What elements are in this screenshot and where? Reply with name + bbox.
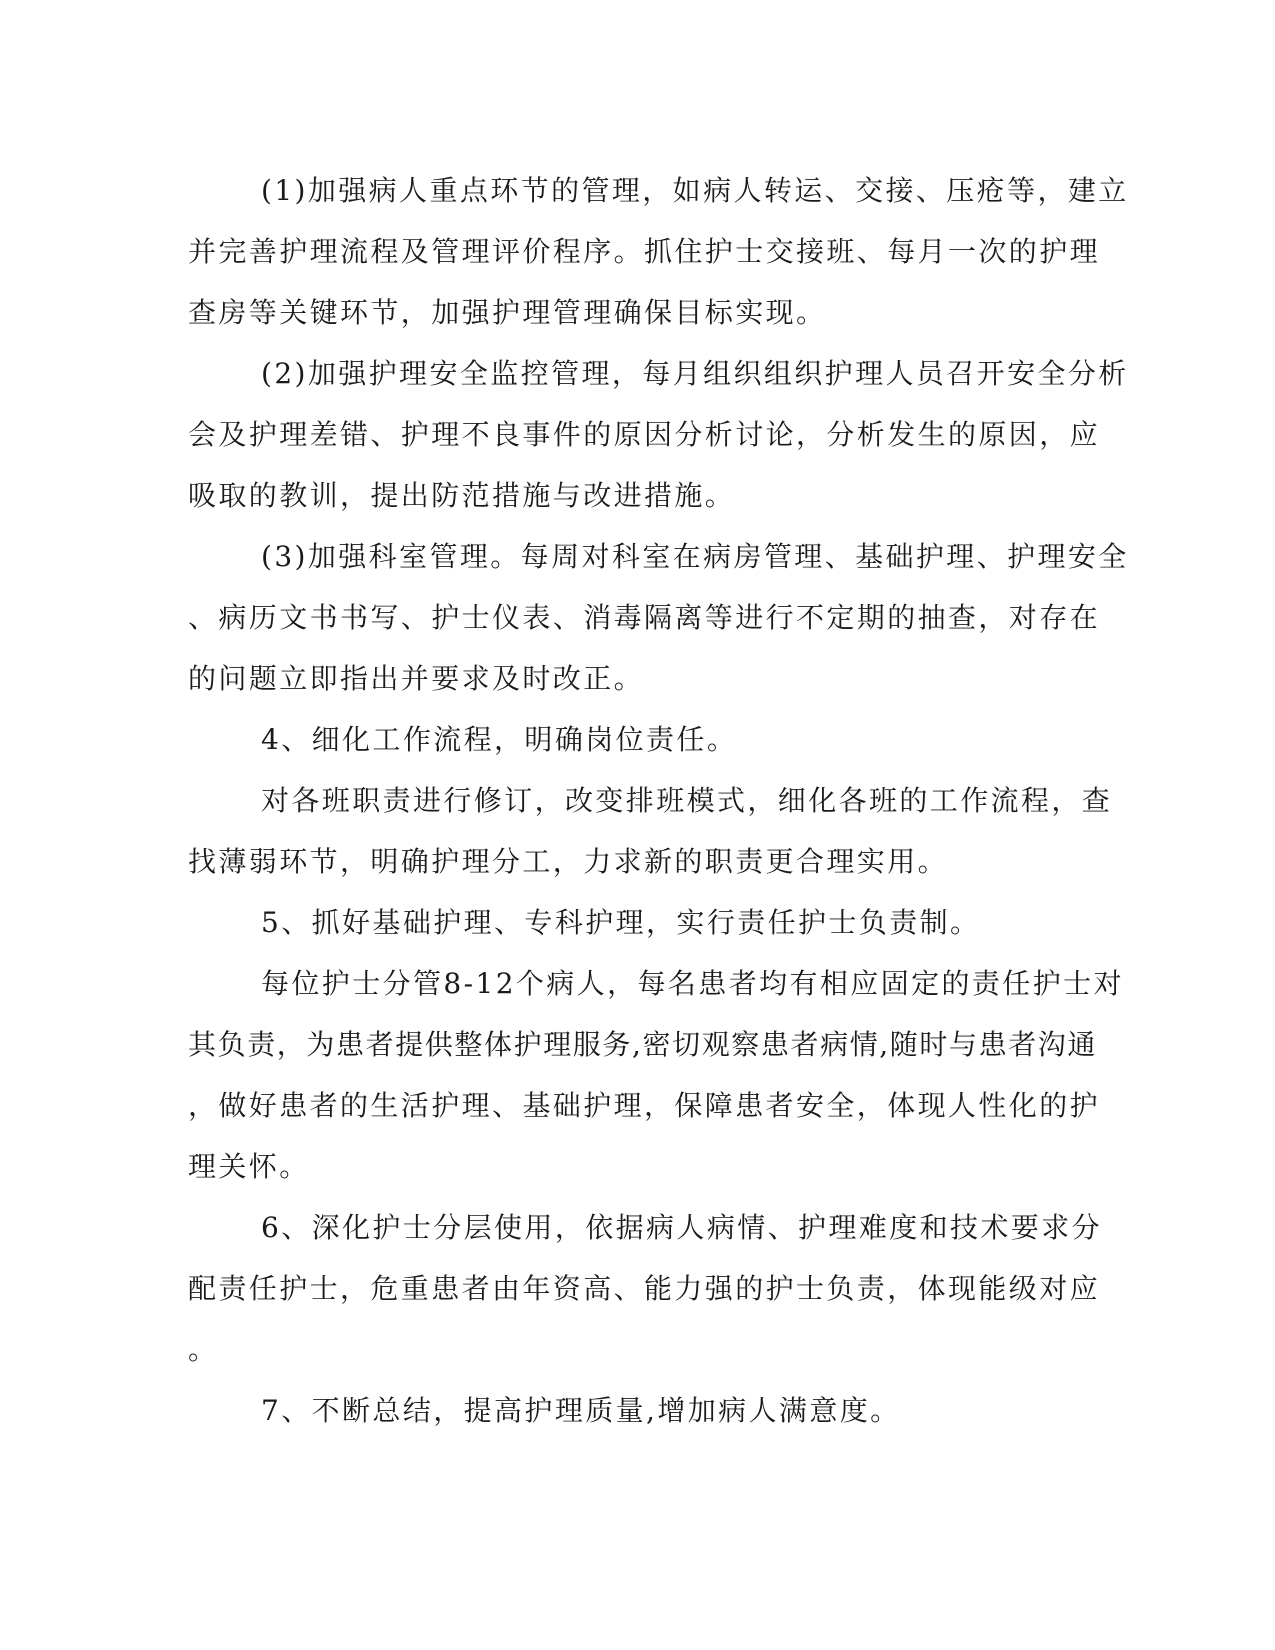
paragraph-line: 其负责，为患者提供整体护理服务,密切观察患者病情,随时与患者沟通 bbox=[188, 1028, 1098, 1061]
section-heading: 6、深化护士分层使用，依据病人病情、护理难度和技术要求分 bbox=[261, 1211, 1103, 1244]
paragraph-line: 找薄弱环节，明确护理分工，力求新的职责更合理实用。 bbox=[188, 845, 949, 878]
paragraph-line: 会及护理差错、护理不良事件的原因分析讨论，分析发生的原因，应 bbox=[188, 418, 1101, 451]
paragraph-line: 的问题立即指出并要求及时改正。 bbox=[188, 662, 645, 695]
paragraph-line: (1)加强病人重点环节的管理，如病人转运、交接、压疮等，建立 bbox=[261, 174, 1129, 207]
section-heading: 4、细化工作流程，明确岗位责任。 bbox=[261, 723, 738, 756]
paragraph-line: 配责任护士，危重患者由年资高、能力强的护士负责，体现能级对应 bbox=[188, 1272, 1101, 1305]
paragraph-line: 吸取的教训，提出防范措施与改进措施。 bbox=[188, 479, 736, 512]
paragraph-line: 、病历文书书写、护士仪表、消毒隔离等进行不定期的抽查，对存在 bbox=[188, 601, 1101, 634]
paragraph-line: (2)加强护理安全监控管理，每月组织组织护理人员召开安全分析 bbox=[261, 357, 1129, 390]
section-heading: 5、抓好基础护理、专科护理，实行责任护士负责制。 bbox=[261, 906, 981, 939]
section-heading: 7、不断总结，提高护理质量,增加病人满意度。 bbox=[261, 1394, 901, 1427]
paragraph-line: 。 bbox=[188, 1333, 219, 1366]
paragraph-line: (3)加强科室管理。每周对科室在病房管理、基础护理、护理安全 bbox=[261, 540, 1129, 573]
paragraph-line: 并完善护理流程及管理评价程序。抓住护士交接班、每月一次的护理 bbox=[188, 235, 1101, 268]
paragraph-line: 对各班职责进行修订，改变排班模式，细化各班的工作流程，查 bbox=[261, 784, 1113, 817]
document-body bbox=[188, 160, 1129, 1441]
paragraph-line: 查房等关键环节，加强护理管理确保目标实现。 bbox=[188, 296, 827, 329]
paragraph-line: ，做好患者的生活护理、基础护理，保障患者安全，体现人性化的护 bbox=[188, 1089, 1101, 1122]
paragraph-line: 理关怀。 bbox=[188, 1150, 310, 1183]
paragraph-line: 每位护士分管8-12个病人，每名患者均有相应固定的责任护士对 bbox=[261, 967, 1124, 1000]
